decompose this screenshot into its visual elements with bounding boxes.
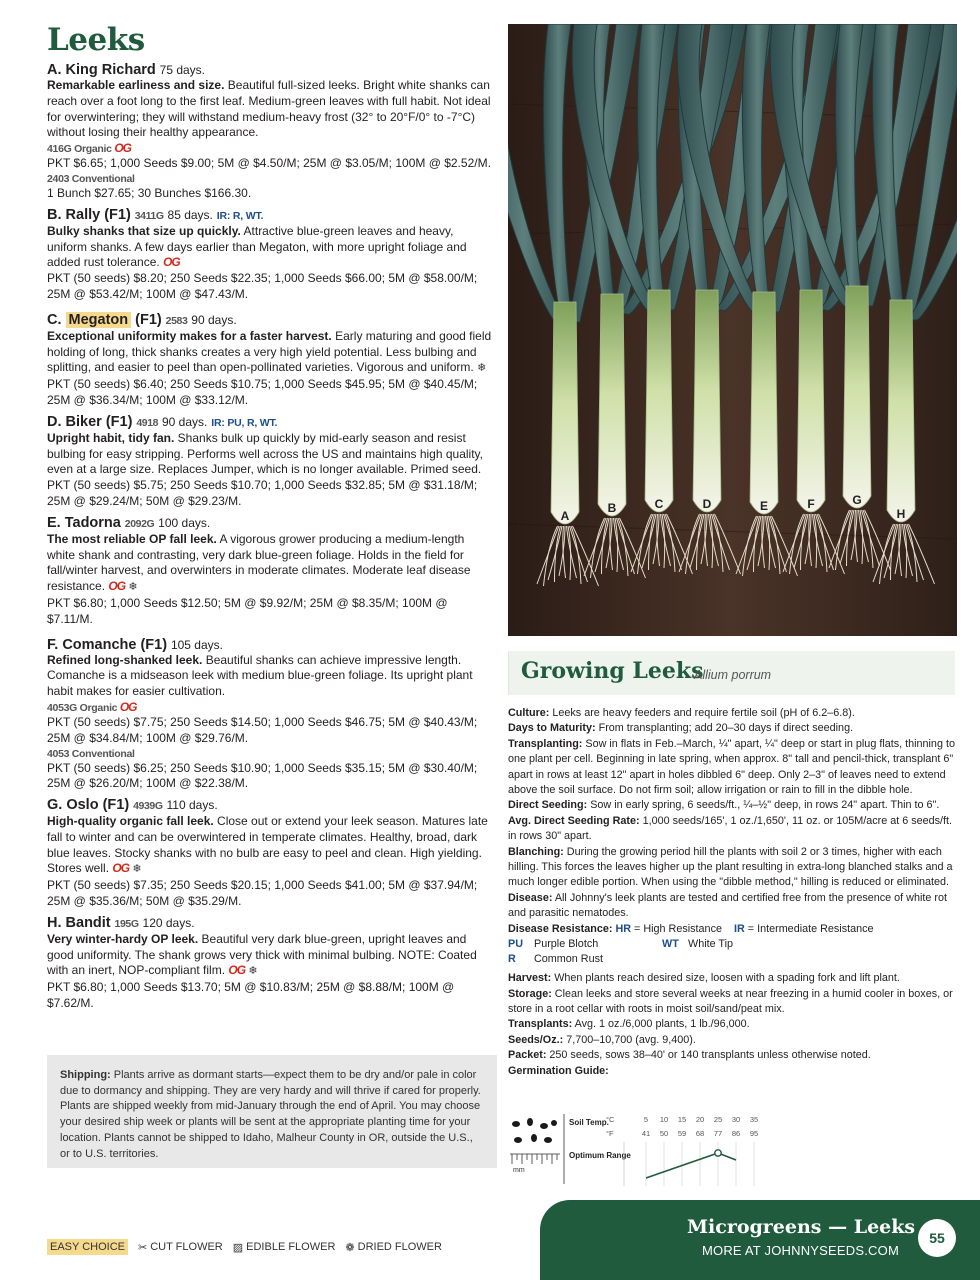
product-code: 4918 <box>136 416 159 429</box>
price-line: PKT (50 seeds) $8.20; 250 Seeds $22.35; 1,000 Seeds $66.00; 5M @ $58.00/M; 25M @ $53.42/M; 100M @ $47.43/M. <box>47 271 478 301</box>
snowflake-icon: ❄ <box>248 965 258 978</box>
hr-text: = High Resistance <box>634 922 722 935</box>
easy-choice-badge: EASY CHOICE <box>47 1239 128 1255</box>
fahrenheit-tick: 59 <box>677 1129 687 1138</box>
paragraph-label: Days to Maturity: <box>508 722 596 735</box>
footer-band <box>540 1200 980 1280</box>
hr-code: HR <box>615 922 632 935</box>
paragraph-label: Transplanting: <box>508 737 583 750</box>
celsius-tick: 25 <box>713 1115 723 1124</box>
product-code: 2092G <box>124 517 155 530</box>
leek-label: A <box>560 509 570 523</box>
shipping-label: Shipping: <box>60 1069 111 1081</box>
legend-dried-label: DRIED FLOWER <box>357 1241 442 1253</box>
snowflake-icon: ❄ <box>132 863 142 876</box>
paragraph-label: Storage: <box>508 987 552 1000</box>
variety-heading <box>47 796 495 814</box>
growing-info <box>508 706 958 1079</box>
variety-entry <box>47 636 495 793</box>
variety-heading <box>47 636 495 653</box>
germination-guide <box>508 1114 768 1186</box>
celsius-tick: 20 <box>695 1115 705 1124</box>
variety-heading <box>47 413 495 431</box>
fahrenheit-tick: 41 <box>641 1129 651 1138</box>
paragraph-label: Blanching: <box>508 845 564 858</box>
price-line: PKT $6.80; 1,000 Seeds $13.70; 5M @ $10.83/M; 25M @ $8.88/M; 100M @ $7.62/M. <box>47 980 455 1011</box>
soil-label: Soil Temp. <box>569 1118 609 1127</box>
celsius-tick: 5 <box>643 1115 649 1124</box>
variety-entry <box>47 914 495 1012</box>
variety-heading <box>47 206 495 224</box>
days-to-maturity: 90 days. <box>161 414 208 429</box>
seed-icon <box>512 1118 557 1143</box>
variety-description: High-quality organic fall leek. Close out or extend your leek season. Matures late fall to winter and can be overwintered in temperate climates. Healthy, broad, dark blue leaves. Stocky shanks with no bulb are easy to peel and clean. High yielding. Stores well. OG ❄ <box>47 814 488 876</box>
snowflake-icon: ❄ <box>477 362 487 375</box>
variety-hook: Bulky shanks that size up quickly. <box>47 223 241 238</box>
f-label: °F <box>606 1129 614 1138</box>
leek-label: G <box>852 493 862 507</box>
legend-edible-label: EDIBLE FLOWER <box>246 1241 336 1253</box>
optimum-curve <box>646 1153 736 1178</box>
fahrenheit-tick: 95 <box>749 1129 759 1138</box>
dr-code: R <box>508 953 516 966</box>
legend-cut-flower <box>138 1241 223 1254</box>
days-to-maturity: 120 days. <box>142 915 195 930</box>
dr-name: Purple Blotch <box>534 938 599 951</box>
leek-shank <box>843 286 871 508</box>
price-line: PKT $6.80; 1,000 Seeds $12.50; 5M @ $9.92/M; 25M @ $8.35/M; 100M @ $7.11/M. <box>47 595 448 626</box>
c-label: °C <box>606 1115 615 1124</box>
leek-illustration <box>508 24 957 636</box>
price-line: PKT $6.65; 1,000 Seeds $9.00; 5M @ $4.50/M; 25M @ $3.05/M; 100M @ $2.52/M. <box>47 156 491 171</box>
product-code: 3411G <box>134 209 164 222</box>
celsius-tick: 15 <box>677 1115 687 1124</box>
variety-entry <box>47 206 495 303</box>
variety-hook: Refined long-shanked leek. <box>47 652 203 667</box>
paragraph-label: Seeds/Oz.: <box>508 1033 564 1046</box>
growing-paragraph: Packet: 250 seeds, sows 38–40' or 140 transplants unless otherwise noted. <box>508 1049 871 1062</box>
days-to-maturity: 90 days. <box>191 312 237 327</box>
price-line: PKT (50 seeds) $5.75; 250 Seeds $10.70; 1,000 Seeds $32.85; 5M @ $31.18/M; 25M @ $29.24/M; 50M @ $29.23/M. <box>47 478 478 508</box>
variety-description: Bulky shanks that size up quickly. Attractive blue-green leaves and heavy, uniform shanks. A few days earlier than Megaton, with more upright foliage and added rust tolerance. OG <box>47 223 467 270</box>
leek-shank <box>551 302 579 524</box>
leek-shank <box>750 292 778 514</box>
variety-hook: Very winter-hardy OP leek. <box>47 931 199 946</box>
resistance-codes: IR: PU, R, WT. <box>211 416 278 429</box>
variety-name[interactable]: F. Comanche (F1) <box>47 636 168 653</box>
dr-code-row <box>508 952 958 967</box>
variety-hook: Upright habit, tidy fan. <box>47 430 175 445</box>
optimum-peak <box>715 1150 721 1156</box>
paragraph-label: Culture: <box>508 707 550 719</box>
fahrenheit-tick: 77 <box>713 1129 723 1138</box>
paragraph-label: Direct Seeding: <box>508 799 588 812</box>
growing-paragraph: Transplants: Avg. 1 oz./6,000 plants, 1 lb./96,000. <box>508 1018 750 1031</box>
resistance-codes: IR: R, WT. <box>216 209 264 222</box>
dr-code: WT <box>662 938 679 951</box>
variety-name-highlight: Megaton <box>66 312 132 328</box>
organic-icon: OG <box>228 963 246 978</box>
variety-description: The most reliable OP fall leek. A vigorous grower producing a medium-length white shank and contrasting, very dark blue-green foliage. Holds in the field for fall/winter harvest, and overwinters in moderate climates. Moderate leaf disease resistance. OG ❄ <box>47 531 471 594</box>
ir-text: = Intermediate Resistance <box>747 922 874 935</box>
mm-label: mm <box>513 1167 525 1174</box>
growing-latin: Allium porrum <box>694 668 772 682</box>
paragraph-label: Germination Guide: <box>508 1064 609 1077</box>
product-code: 195G <box>114 917 139 930</box>
celsius-tick: 30 <box>731 1115 741 1124</box>
leek-shank <box>645 290 673 512</box>
variety-name[interactable]: H. Bandit <box>47 914 111 931</box>
variety-entry <box>47 796 495 910</box>
variety-hook: High-quality organic fall leek. <box>47 814 214 829</box>
variety-hook: The most reliable OP fall leek. <box>47 531 217 546</box>
shipping-note <box>47 1055 497 1168</box>
leek-label: H <box>896 507 906 521</box>
dr-label: Disease Resistance: <box>508 922 613 935</box>
legend-edible-flower <box>233 1241 336 1254</box>
variety-description: Exceptional uniformity makes for a faster harvest. Early maturing and good field holding of long, thick shanks creates a very high yield potential. Less bulbing and splitting, and easier to peel than open-pollinated varieties. Vigorous and uniform. ❄ <box>47 328 492 375</box>
leek-shank <box>797 290 825 512</box>
page-title: Leeks <box>47 22 145 58</box>
leek-label: E <box>759 499 769 513</box>
dr-code-row <box>508 937 958 952</box>
days-to-maturity: 105 days. <box>170 637 223 652</box>
edible-icon: ▨ <box>232 1241 244 1254</box>
legend-dried-flower <box>345 1241 442 1254</box>
ir-code: IR <box>733 922 745 935</box>
growing-paragraph: Direct Seeding: Sow in early spring, 6 seeds/ft., ¼–½" deep, in rows 24" apart. Thin to 6". <box>508 799 940 812</box>
leek-shank <box>887 300 915 522</box>
variety-entry <box>47 61 495 202</box>
variety-description: Remarkable earliness and size. Beautiful full-sized leeks. Bright white shanks can reach over a foot long to the first leaf. Medium-green leaves with full habit. Not ideal for overwintering; they will withstand medium-heavy frost (32° to 20°F/0° to -7°C) without losing their healthy appearance. <box>47 78 491 140</box>
leek-label: D <box>702 497 712 511</box>
variety-heading <box>47 311 495 329</box>
footer-url[interactable]: MORE AT JOHNNYSEEDS.COM <box>702 1243 899 1258</box>
fahrenheit-tick: 68 <box>695 1129 705 1138</box>
paragraph-label: Packet: <box>508 1049 547 1062</box>
legend <box>47 1239 442 1255</box>
paragraph-label: Avg. Direct Seeding Rate: <box>508 814 640 827</box>
dr-name: White Tip <box>688 938 734 951</box>
variety-entry <box>47 413 495 510</box>
celsius-tick: 10 <box>659 1115 669 1124</box>
days-to-maturity: 100 days. <box>158 515 211 530</box>
growing-paragraph: Storage: Clean leeks and store several weeks at near freezing in a humid cooler in boxes, or store in a root cellar with roots in moist soil/sand/peat mix. <box>508 987 953 1015</box>
price-line: PKT (50 seeds) $7.35; 250 Seeds $20.15; 1,000 Seeds $41.00; 5M @ $37.94/M; 25M @ $35.36/M; 50M @ $35.29/M. <box>47 878 478 909</box>
price-line: PKT (50 seeds) $7.75; 250 Seeds $14.50; 1,000 Seeds $46.75; 5M @ $40.43/M; 25M @ $34.84/M; 100M @ $29.76/M. <box>47 714 478 745</box>
fahrenheit-tick: 86 <box>731 1129 741 1138</box>
footer-title: Microgreens — Leeks <box>687 1216 916 1238</box>
organic-icon: OG <box>163 255 180 270</box>
growing-paragraph: Harvest: When plants reach desired size, loosen with a spading fork and lift plant. <box>508 972 900 985</box>
days-to-maturity: 85 days. <box>167 207 213 222</box>
organic-icon: OG <box>114 141 131 156</box>
days-to-maturity: 75 days. <box>159 63 206 77</box>
variety-name[interactable]: B. Rally (F1) <box>47 206 131 223</box>
fahrenheit-tick: 50 <box>659 1129 669 1138</box>
days-to-maturity: 110 days. <box>166 798 218 813</box>
price-line: 1 Bunch $27.65; 30 Bunches $166.30. <box>47 185 252 200</box>
leek-label: C <box>654 497 664 511</box>
growing-paragraph: Disease: All Johnny's leek plants are tested and certified free from the presence of white rot and parasitic nematodes. <box>508 891 947 920</box>
growing-paragraph: Culture: Leeks are heavy feeders and require fertile soil (pH of 6.2–6.8). <box>508 707 855 719</box>
organic-icon: OG <box>108 579 126 594</box>
growing-paragraph: Seeds/Oz.: 7,700–10,700 (avg. 9,400). <box>508 1033 696 1046</box>
growing-paragraph <box>508 1064 958 1079</box>
variety-name[interactable]: E. Tadorna <box>47 514 121 531</box>
page-number: 55 <box>918 1219 956 1257</box>
variety-heading <box>47 61 495 78</box>
variety-list <box>47 61 495 1016</box>
variety-hook: Remarkable earliness and size. <box>47 78 225 92</box>
dr-name: Common Rust <box>534 953 603 966</box>
scissors-icon: ✂ <box>138 1241 148 1254</box>
leek-label: B <box>607 501 617 515</box>
disease-resistance-line <box>508 922 958 937</box>
variety-heading <box>47 914 495 932</box>
variety-hook: Exceptional uniformity makes for a faster harvest. <box>47 328 332 343</box>
organic-icon: OG <box>112 861 130 876</box>
growing-paragraph: Transplanting: Sow in flats in Feb.–March, ¼" apart, ¼" deep or start in plug flats, thinning to one plant per cell. Beginning in late spring, when approx. 8" tall and pencil-thick, transplant 6" apart in rows at least 12" apart in holes dibbled 6" deep. Only 2–3" of leaves need to extend above the soil surface. Do not firm soil; allow irrigation or rain to fill in the dibble hole. <box>508 737 955 797</box>
growing-paragraph: Blanching: During the growing period hill the plants with soil 2 or 3 times, higher with each hilling. This forces the leaves higher up the plant resulting in extra-long blanched stalks and a much longer edible portion. When using the "dibble method," hilling is reduced or eliminated. <box>508 845 953 889</box>
variety-heading <box>47 514 495 532</box>
variety-entry <box>47 514 495 628</box>
variety-description: Very winter-hardy OP leek. Beautiful very dark blue-green, upright leaves and good uniformity. The shank grows very thick with minimal bulbing. NOTE: Coated with an inert, NOP-compliant film. OG ❄ <box>47 931 477 978</box>
product-label: 416G Organic OG <box>47 141 131 156</box>
snowflake-icon: ❄ <box>128 581 138 594</box>
variety-name[interactable]: A. King Richard <box>47 62 156 78</box>
organic-icon: OG <box>119 699 137 714</box>
leek-shank <box>598 294 626 516</box>
leek-photo <box>508 24 957 636</box>
leek-shank <box>693 290 721 512</box>
product-label: 4053 Conventional <box>47 747 135 760</box>
paragraph-label: Disease: <box>508 891 553 904</box>
shipping-text: Plants arrive as dormant starts—expect them to be dry and/or pale in color due to dormancy and shipping. They are very hardy and will thrive if cared for properly. Plants are shipped weekly from mid-January through the end of April. You may choose your desired ship week or plants will be sent at the appropriate planting time for your location. Plants cannot be shipped to Idaho, Malheur County in OR, outside the U.S., or to U.S. territories. <box>60 1069 481 1160</box>
growing-paragraph: Avg. Direct Seeding Rate: 1,000 seeds/165', 1 oz./1,650', 11 oz. or 105M/acre at 6 seeds/ft. in rows 30" apart. <box>508 814 953 843</box>
leek-label: F <box>807 497 815 511</box>
variety-entry <box>47 311 495 409</box>
growing-title: Growing Leeks <box>521 658 704 684</box>
growing-paragraph: Days to Maturity: From transplanting; add 20–30 days if direct seeding. <box>508 722 854 735</box>
dr-code: PU <box>508 938 523 951</box>
dr-codes <box>508 937 958 967</box>
flower-icon: ❁ <box>345 1241 355 1254</box>
optimum-label: Optimum Range <box>569 1151 631 1160</box>
product-label: 2403 Conventional <box>47 172 135 185</box>
paragraph-label: Transplants: <box>508 1018 573 1031</box>
variety-name[interactable]: G. Oslo (F1) <box>47 797 130 814</box>
variety-description: Upright habit, tidy fan. Shanks bulk up quickly by mid-early season and resist bulbing for easy stripping. Performs well across the US and maintains high quality, even at a large size. Replaces Jumper, which is no longer available. Primed seed. <box>47 430 483 477</box>
variety-name[interactable]: D. Biker (F1) <box>47 413 133 430</box>
price-line: PKT (50 seeds) $6.25; 250 Seeds $10.90; 1,000 Seeds $35.15; 5M @ $30.40/M; 25M @ $26.20/M; 100M @ $22.38/M. <box>47 760 478 791</box>
product-code: 4939G <box>133 800 163 813</box>
celsius-tick: 35 <box>749 1115 759 1124</box>
paragraph-label: Harvest: <box>508 972 552 985</box>
product-label: 4053G Organic OG <box>47 699 137 714</box>
variety-name[interactable]: C. Megaton (F1) <box>47 311 162 328</box>
product-code: 2583 <box>165 314 188 327</box>
price-line: PKT (50 seeds) $6.40; 250 Seeds $10.75; 1,000 Seeds $45.95; 5M @ $40.45/M; 25M @ $36.34/M; 100M @ $33.12/M. <box>47 377 478 407</box>
variety-description: Refined long-shanked leek. Beautiful shanks can achieve impressive length. Comanche is a midseason leek with medium blue-green foliage. Its upright plant habit makes for easier cultivation. <box>47 652 473 699</box>
legend-cut-label: CUT FLOWER <box>150 1241 223 1253</box>
